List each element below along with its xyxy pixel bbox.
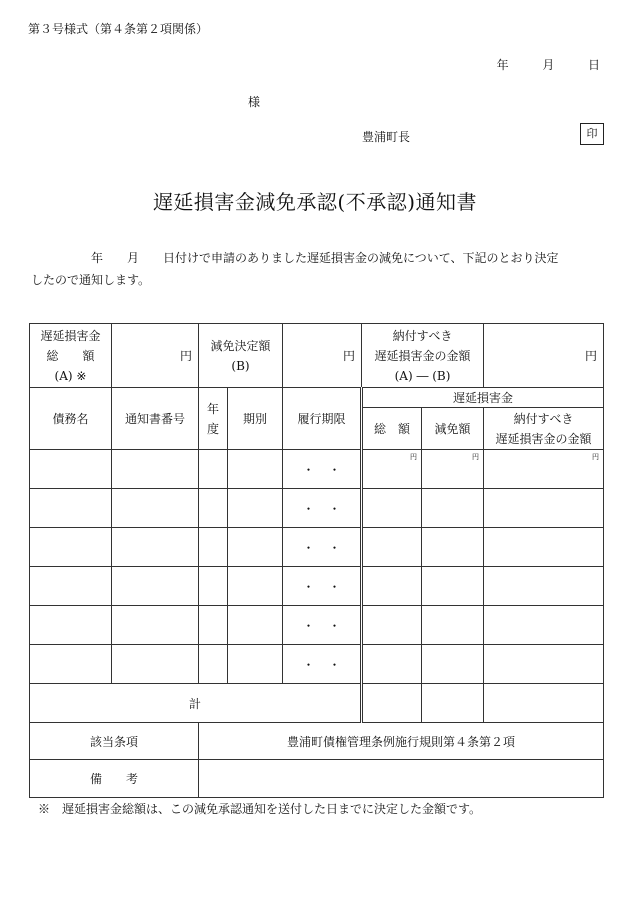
sum-label: 計 [30, 684, 362, 723]
table-row [30, 489, 604, 528]
body-text-line-2: したので通知します。 [31, 273, 151, 287]
payable-label: 納付すべき 遅延損害金の金額 (A) ― (B) [362, 324, 484, 388]
addressee-suffix: 様 [248, 95, 261, 109]
total-amount-cell: 円 [112, 324, 199, 388]
col-fiscal-year: 年 度 [199, 388, 228, 450]
col-debt-name: 債務名 [30, 388, 112, 450]
col-total: 総 額 [362, 408, 422, 450]
seal-box: 印 [580, 123, 604, 145]
col-notice-number: 通知書番号 [112, 388, 199, 450]
table-row [30, 567, 604, 606]
remarks-value [199, 760, 604, 798]
remarks-row [30, 760, 604, 798]
payable-amount-cell: 円 [484, 324, 604, 388]
payable-yen-unit: 円 [484, 450, 604, 489]
sum-row [30, 684, 604, 723]
footnote: ※ 遅延損害金総額は、この減免承認通知を送付した日までに決定した金額です。 [38, 802, 482, 816]
col-term: 期別 [228, 388, 283, 450]
reduction-label: 減免決定額 (B) [199, 324, 283, 388]
col-payable: 納付すべき 遅延損害金の金額 [484, 408, 604, 450]
deadline-cell: ・・ [283, 645, 362, 684]
column-header-row-1 [30, 388, 604, 408]
reduced-yen-unit: 円 [422, 450, 484, 489]
reduction-amount-cell: 円 [283, 324, 362, 388]
deadline-cell: ・・ [283, 606, 362, 645]
clause-row [30, 723, 604, 760]
deadline-cell: ・・ [283, 450, 362, 489]
table-row [30, 606, 604, 645]
col-reduced: 減免額 [422, 408, 484, 450]
date-day: 日 [587, 58, 600, 72]
date-line [497, 56, 600, 73]
deadline-cell: ・・ [283, 489, 362, 528]
total-yen-unit: 円 [362, 450, 422, 489]
clause-value: 豊浦町債権管理条例施行規則第４条第２項 [199, 723, 604, 760]
delay-damages-table [29, 323, 604, 798]
table-row [30, 645, 604, 684]
date-year: 年 [496, 58, 509, 72]
document-title: 遅延損害金減免承認(不承認)通知書 [152, 190, 478, 214]
clause-label: 該当条項 [30, 723, 199, 760]
form-number: 第３号様式（第４条第２項関係） [28, 22, 209, 36]
deadline-cell: ・・ [283, 528, 362, 567]
remarks-label: 備 考 [30, 760, 199, 798]
body-text-line-1: 年 月 日付けで申請のありました遅延損害金の減免について、下記のとおり決定 [91, 251, 559, 265]
table-row [30, 528, 604, 567]
total-label: 遅延損害金 総 額 (A) ※ [30, 324, 112, 388]
date-month: 月 [542, 58, 555, 72]
summary-row [30, 324, 604, 388]
deadline-cell: ・・ [283, 567, 362, 606]
col-group-delay-damages: 遅延損害金 [362, 388, 604, 408]
table-row [30, 450, 604, 489]
issuer-name: 豊浦町長 [362, 130, 411, 144]
col-deadline: 履行期限 [283, 388, 362, 450]
